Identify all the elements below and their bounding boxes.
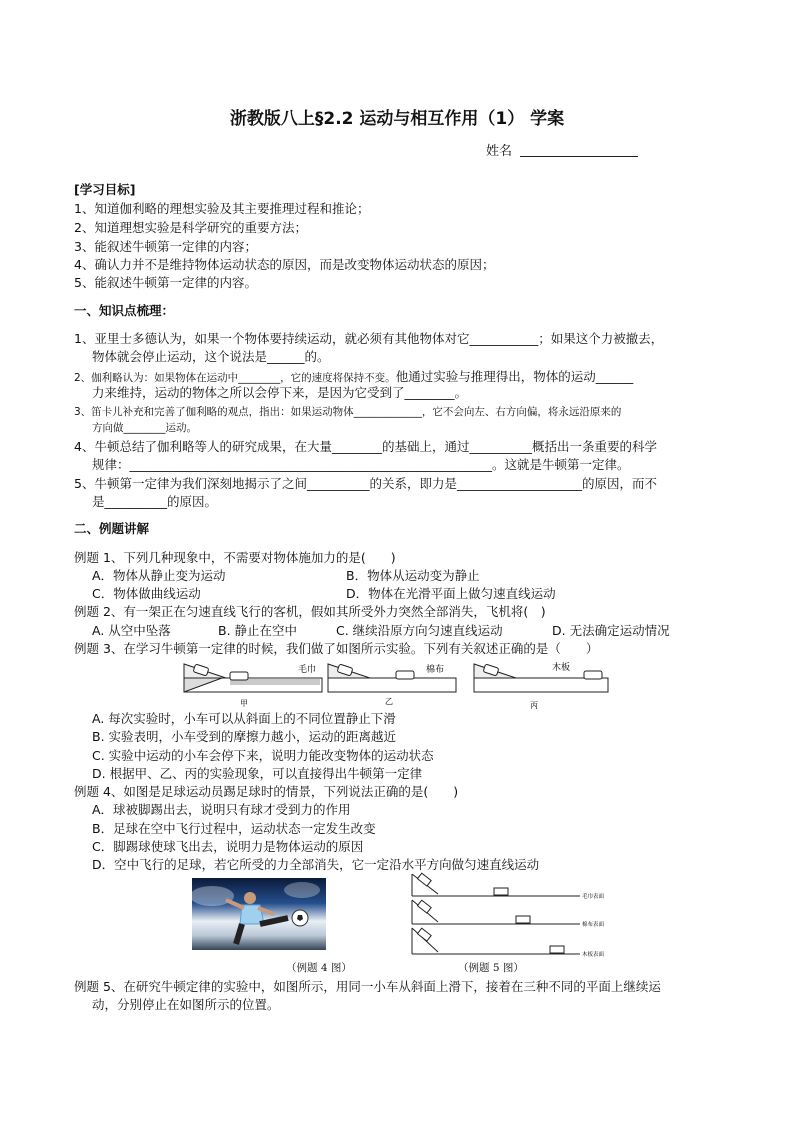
q1-line1: 1、亚里士多德认为，如果一个物体要持续运动，就必须有其他物体对它___________；如果这个力被撤去， bbox=[74, 331, 664, 346]
fig-caption: 丙 bbox=[530, 701, 538, 710]
ramp-row-cotton bbox=[412, 900, 605, 928]
q4-line2: 规律：__________________________________________________________。这就是牛顿第一定律。 bbox=[92, 457, 630, 472]
goal-item: 4、确认力并不是维持物体运动状态的原因，而是改变物体运动状态的原因； bbox=[74, 257, 495, 272]
ex5-stem-line2: 动，分别停止在如图所示的位置。 bbox=[92, 997, 280, 1012]
ex3-stem: 例题 3、在学习牛顿第一定律的时候，我们做了如图所示实验。下列有关叙述正确的是（ ） bbox=[74, 641, 599, 656]
ramp-label: 木板 bbox=[552, 662, 571, 672]
fig-caption: 乙 bbox=[385, 697, 393, 706]
goals-heading: [学习目标] bbox=[74, 182, 136, 197]
ramp-wood bbox=[474, 661, 608, 692]
ex3-option-d: D. 根据甲、乙、丙的实验现象，可以直接得出牛顿第一定律 bbox=[92, 766, 423, 781]
ex4-stem: 例题 4、如图是足球运动员踢足球时的情景，下列说法正确的是( ) bbox=[74, 784, 459, 799]
ex3-option-c: C. 实验中运动的小车会停下来，说明力能改变物体的运动状态 bbox=[92, 748, 434, 763]
ex1-option-a: A．物体从静止变为运动 bbox=[92, 568, 226, 583]
ex4-option-c: C．脚踢球使球飞出去，说明力是物体运动的原因 bbox=[92, 839, 364, 854]
ex2-option-c: C. 继续沿原方向匀速直线运动 bbox=[336, 623, 503, 638]
ramp-towel bbox=[184, 663, 322, 692]
q2-line2: 力来维持，运动的物体之所以会停下来，是因为它受到了________。 bbox=[92, 385, 468, 400]
ramp-row-wood bbox=[412, 928, 605, 958]
goal-item: 3、能叙述牛顿第一定律的内容； bbox=[74, 239, 257, 254]
ramp-label: 棉布 bbox=[426, 664, 445, 674]
ex5-stem-line1: 例题 5、在研究牛顿定律的实验中，如图所示，用同一小车从斜面上滑下，接着在三种不同的平面上继续运 bbox=[74, 979, 661, 994]
ex1-option-d: D．物体在光滑平面上做匀速直线运动 bbox=[346, 586, 556, 601]
ex4-option-b: B．足球在空中飞行过程中，运动状态一定发生改变 bbox=[92, 821, 376, 836]
q2-small-text: 2、伽利略认为：如果物体在运动中________，它的速度将保持不变。 bbox=[74, 372, 396, 384]
ex5-surface-label: 毛巾表面 bbox=[582, 894, 605, 900]
ex1-stem: 例题 1、下列几种现象中，不需要对物体施加力的是( ) bbox=[74, 550, 396, 565]
ex2-stem: 例题 2、有一架正在匀速直线飞行的客机，假如其所受外力突然全部消失，飞机将( ) bbox=[74, 604, 546, 619]
q2-big-text: 他通过实验与推理得出，物体的运动______ bbox=[395, 369, 634, 384]
ex3-option-a: A. 每次实验时，小车可以从斜面上的不同位置静止下滑 bbox=[92, 711, 396, 726]
ex1-option-b: B．物体从运动变为静止 bbox=[346, 568, 480, 583]
name-label: 姓名 bbox=[486, 144, 513, 159]
name-blank bbox=[520, 143, 638, 157]
ex4-option-d: D．空中飞行的足球，若它所受的力全部消失，它一定沿水平方向做匀速直线运动 bbox=[92, 857, 540, 872]
q2-line1 bbox=[74, 366, 633, 386]
soccer-photo bbox=[192, 878, 326, 950]
ramp-cotton bbox=[328, 663, 456, 692]
q3-line2: 方向做________运动。 bbox=[92, 422, 197, 434]
section1-heading: 一、知识点梳理： bbox=[74, 303, 175, 318]
q5-line1: 5、牛顿第一定律为我们深刻地揭示了之间__________的关系，即力是____________________的原因，而不 bbox=[74, 476, 657, 491]
q1-line2: 物体就会停止运动，这个说法是______的。 bbox=[92, 349, 330, 364]
fig-caption: 甲 bbox=[240, 699, 248, 708]
ex3-option-b: B. 实验表明，小车受到的摩擦力越小，运动的距离越近 bbox=[92, 729, 397, 744]
ex5-caption: （例题 5 图） bbox=[458, 962, 524, 974]
ex4-caption: （例题 4 图） bbox=[286, 962, 352, 974]
name-field bbox=[486, 140, 638, 159]
goal-item: 2、知道理想实验是科学研究的重要方法； bbox=[74, 220, 307, 235]
ex4-option-a: A．球被脚踢出去，说明只有球才受到力的作用 bbox=[92, 802, 351, 817]
ex2-option-d: D. 无法确定运动情况 bbox=[552, 623, 670, 638]
goal-item: 5、能叙述牛顿第一定律的内容。 bbox=[74, 275, 257, 290]
section2-heading: 二、例题讲解 bbox=[74, 521, 150, 536]
ex3-figure bbox=[180, 660, 612, 710]
goal-item: 1、知道伽利略的理想实验及其主要推理过程和推论； bbox=[74, 201, 370, 216]
q5-line2: 是__________的原因。 bbox=[92, 494, 218, 509]
ex1-option-c: C．物体做曲线运动 bbox=[92, 586, 201, 601]
ex5-figure bbox=[410, 872, 610, 960]
ramp-row-towel bbox=[412, 873, 605, 900]
q3-line1: 3、笛卡儿补充和完善了伽利略的观点，指出：如果运动物体_____________，它不会向左、右方向偏，将永远沿原来的 bbox=[74, 406, 622, 418]
ex5-surface-label: 棉布表面 bbox=[582, 922, 605, 928]
ex2-option-b: B. 静止在空中 bbox=[218, 623, 298, 638]
ex2-option-a: A. 从空中坠落 bbox=[92, 623, 171, 638]
ex5-surface-label: 木板表面 bbox=[582, 952, 605, 958]
q4-line1: 4、牛顿总结了伽利略等人的研究成果，在大量________的基础上，通过__________概括出一条重要的科学 bbox=[74, 439, 657, 454]
page-title: 浙教版八上§2.2 运动与相互作用（1） 学案 bbox=[229, 109, 565, 129]
ramp-label: 毛巾 bbox=[298, 664, 317, 674]
